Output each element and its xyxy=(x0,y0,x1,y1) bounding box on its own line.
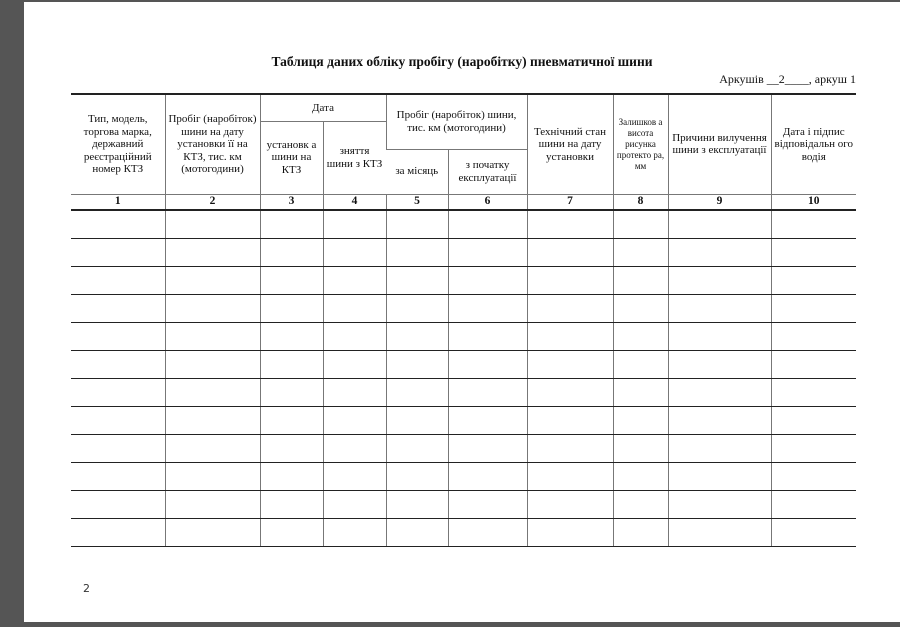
table-cell xyxy=(448,378,527,406)
table-cell xyxy=(323,322,386,350)
table-cell xyxy=(668,294,771,322)
table-cell xyxy=(323,238,386,266)
table-cell xyxy=(323,210,386,239)
table-cell xyxy=(527,322,613,350)
header-initial-mileage: Пробіг (наробіток) шини на дату установки її на КТЗ, тис. км (мотогодини) xyxy=(165,94,260,194)
table-cell xyxy=(613,238,668,266)
table-cell xyxy=(165,294,260,322)
table-cell xyxy=(771,490,856,518)
table-cell xyxy=(448,266,527,294)
table-cell xyxy=(613,322,668,350)
column-number: 8 xyxy=(613,194,668,210)
header-install-date: установк а шини на КТЗ xyxy=(260,121,323,194)
table-cell xyxy=(448,462,527,490)
table-cell xyxy=(771,322,856,350)
table-cell xyxy=(260,266,323,294)
column-number: 2 xyxy=(165,194,260,210)
header-tread-depth: Залишков а висота рисунка протекто ра, мм xyxy=(613,94,668,194)
table-cell xyxy=(527,210,613,239)
header-total-mileage: з початку експлуатації xyxy=(448,149,527,194)
table-cell xyxy=(613,350,668,378)
table-cell xyxy=(771,210,856,239)
table-cell xyxy=(668,406,771,434)
table-cell xyxy=(260,518,323,546)
table-cell xyxy=(165,406,260,434)
table-cell xyxy=(260,350,323,378)
table-cell xyxy=(448,434,527,462)
table-cell xyxy=(260,294,323,322)
table-cell xyxy=(323,406,386,434)
table-cell xyxy=(323,350,386,378)
table-cell xyxy=(71,378,165,406)
table-row xyxy=(71,238,856,266)
table-cell xyxy=(448,406,527,434)
table-cell xyxy=(668,210,771,239)
table-cell xyxy=(527,518,613,546)
table-cell xyxy=(71,210,165,239)
table-cell xyxy=(260,210,323,239)
header-condition: Технічний стан шини на дату установки xyxy=(527,94,613,194)
table-cell xyxy=(386,378,448,406)
table-cell xyxy=(71,406,165,434)
table-cell xyxy=(165,322,260,350)
table-cell xyxy=(323,434,386,462)
table-cell xyxy=(448,490,527,518)
table-cell xyxy=(448,238,527,266)
table-cell xyxy=(613,434,668,462)
table-cell xyxy=(668,266,771,294)
table-cell xyxy=(323,294,386,322)
table-cell xyxy=(771,350,856,378)
table-cell xyxy=(323,266,386,294)
table-cell xyxy=(165,518,260,546)
table-cell xyxy=(260,406,323,434)
table-cell xyxy=(527,378,613,406)
table-cell xyxy=(771,378,856,406)
table-row xyxy=(71,518,856,546)
table-row xyxy=(71,434,856,462)
table-cell xyxy=(448,350,527,378)
table-cell xyxy=(527,266,613,294)
table-cell xyxy=(771,462,856,490)
table-cell xyxy=(323,518,386,546)
header-monthly-mileage: за місяць xyxy=(386,149,448,194)
table-cell xyxy=(386,238,448,266)
table-row xyxy=(71,210,856,239)
table-cell xyxy=(386,490,448,518)
table-cell xyxy=(668,518,771,546)
table-cell xyxy=(668,490,771,518)
table-cell xyxy=(260,322,323,350)
table-cell xyxy=(527,406,613,434)
table-cell xyxy=(386,434,448,462)
table-cell xyxy=(386,462,448,490)
table-cell xyxy=(613,490,668,518)
table-cell xyxy=(771,266,856,294)
table-cell xyxy=(165,238,260,266)
table-cell xyxy=(613,518,668,546)
table-cell xyxy=(260,238,323,266)
table-cell xyxy=(71,238,165,266)
document-page xyxy=(24,2,900,622)
table-cell xyxy=(448,322,527,350)
table-cell xyxy=(165,266,260,294)
table-cell xyxy=(527,462,613,490)
column-number: 3 xyxy=(260,194,323,210)
table-cell xyxy=(527,238,613,266)
table-cell xyxy=(613,406,668,434)
table-cell xyxy=(448,294,527,322)
table-row xyxy=(71,322,856,350)
table-cell xyxy=(386,294,448,322)
table-cell xyxy=(323,490,386,518)
table-cell xyxy=(71,462,165,490)
table-cell xyxy=(771,294,856,322)
table-cell xyxy=(260,378,323,406)
table-cell xyxy=(613,266,668,294)
table-cell xyxy=(323,378,386,406)
table-cell xyxy=(71,322,165,350)
table-cell xyxy=(386,406,448,434)
table-cell xyxy=(771,238,856,266)
table-cell xyxy=(668,322,771,350)
table-cell xyxy=(323,462,386,490)
table-cell xyxy=(165,434,260,462)
table-cell xyxy=(386,210,448,239)
column-number: 7 xyxy=(527,194,613,210)
table-row xyxy=(71,490,856,518)
table-cell xyxy=(260,462,323,490)
tire-mileage-table xyxy=(71,93,856,547)
table-cell xyxy=(771,434,856,462)
column-number: 9 xyxy=(668,194,771,210)
table-cell xyxy=(386,350,448,378)
table-cell xyxy=(71,490,165,518)
table-cell xyxy=(527,434,613,462)
header-vehicle: Тип, модель, торгова марка, державний реєстраційний номер КТЗ xyxy=(71,94,165,194)
column-number: 4 xyxy=(323,194,386,210)
table-cell xyxy=(165,210,260,239)
table-cell xyxy=(527,490,613,518)
table-cell xyxy=(165,462,260,490)
table-cell xyxy=(668,434,771,462)
table-cell xyxy=(613,378,668,406)
table-cell xyxy=(771,406,856,434)
table-row xyxy=(71,294,856,322)
table-cell xyxy=(527,294,613,322)
column-number: 6 xyxy=(448,194,527,210)
table-cell xyxy=(448,518,527,546)
table-cell xyxy=(613,294,668,322)
column-number: 5 xyxy=(386,194,448,210)
table-cell xyxy=(448,210,527,239)
table-cell xyxy=(771,518,856,546)
table-row xyxy=(71,406,856,434)
table-cell xyxy=(260,490,323,518)
table-cell xyxy=(165,350,260,378)
table-row xyxy=(71,462,856,490)
page-number: 2 xyxy=(83,582,90,595)
table-row xyxy=(71,378,856,406)
table-cell xyxy=(386,266,448,294)
table-cell xyxy=(71,350,165,378)
table-cell xyxy=(613,210,668,239)
table-cell xyxy=(165,490,260,518)
table-cell xyxy=(260,434,323,462)
header-removal-reason: Причини вилучення шини з експлуатації xyxy=(668,94,771,194)
table-cell xyxy=(668,350,771,378)
table-cell xyxy=(613,462,668,490)
table-cell xyxy=(386,322,448,350)
page-title: Таблиця даних обліку пробігу (наробітку) пневматичної шини xyxy=(271,54,653,69)
table-cell xyxy=(165,378,260,406)
table-cell xyxy=(668,378,771,406)
table-cell xyxy=(71,434,165,462)
table-row xyxy=(71,350,856,378)
table-cell xyxy=(71,294,165,322)
header-mileage: Пробіг (наробіток) шини, тис. км (мотогодини) xyxy=(386,94,527,149)
table-cell xyxy=(71,518,165,546)
header-date: Дата xyxy=(260,94,386,121)
table-cell xyxy=(71,266,165,294)
column-number: 1 xyxy=(71,194,165,210)
table-cell xyxy=(668,238,771,266)
column-number: 10 xyxy=(771,194,856,210)
header-removal-date: зняття шини з КТЗ xyxy=(323,121,386,194)
table-row xyxy=(71,266,856,294)
table-cell xyxy=(668,462,771,490)
table-cell xyxy=(527,350,613,378)
table-cell xyxy=(386,518,448,546)
sheet-count: Аркушів __2____, аркуш 1 xyxy=(719,72,856,86)
header-driver-signature: Дата і підпис відповідальн ого водія xyxy=(771,94,856,194)
